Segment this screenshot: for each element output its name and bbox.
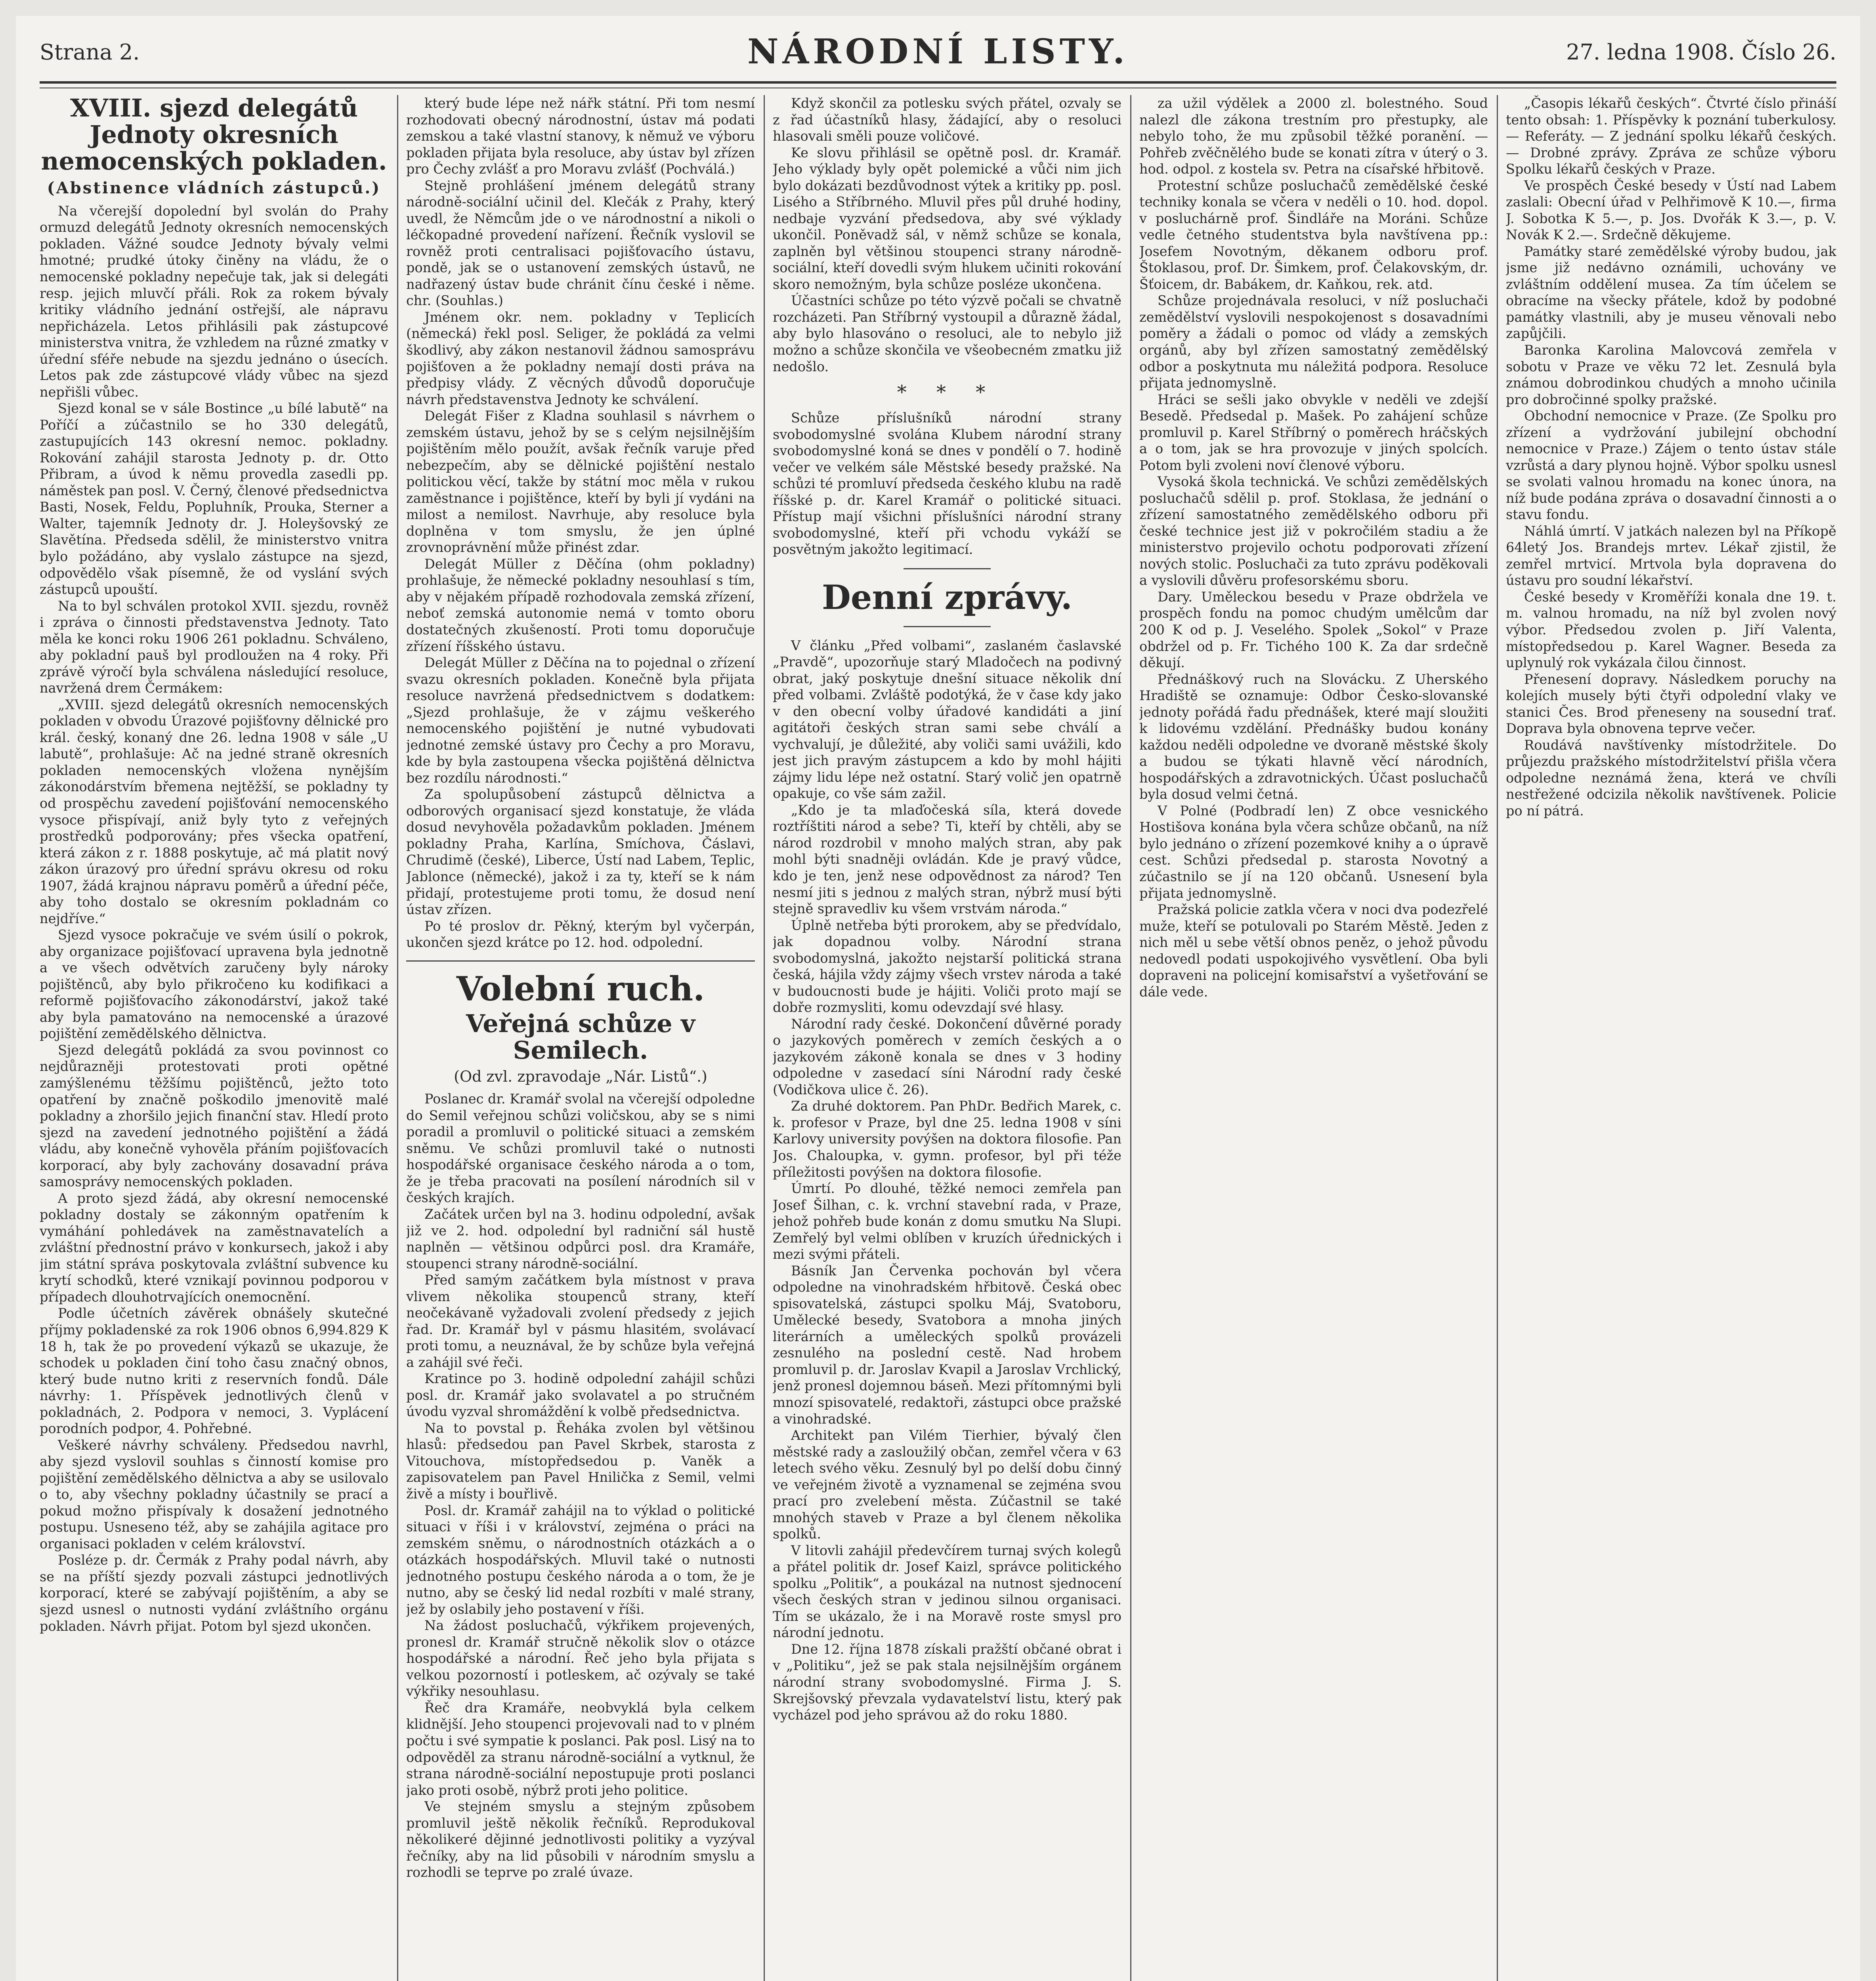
column-3 [773,95,1121,1981]
paragraph: Když skončil za potlesku svých přátel, ozvaly se z řad účastníků hlasy, žádající, aby o resoluci hlasovali směli pouze voličové. [773,95,1121,144]
paragraph: Před samým začátkem byla místnost v prava vlivem několika stoupenců strany, kteří neočekávaně vyžadovali zvolení předsedy z jejich řad. Dr. Kramář byl v pásmu hlasitém, svolávací proti tomu, a neuznával, že by schůze byla veřejná a zahájil své řeči. [406,1272,755,1370]
paragraph: Sjezd vysoce pokračuje ve svém úsilí o pokrok, aby organizace pojišťovací upravena byla jednotně a ve všech odvětvích zaručeny byly nároky pojištěnců, aby bylo přikročeno ku kodifikaci a reformě pojišťovacího zákonodárství, jakož také aby byla pamatováno na nemocenské a úrazové pojištění zemědělského dělnictva. [40,927,388,1042]
column-divider [1497,95,1498,1981]
paragraph: Přenesení dopravy. Následkem poruchy na kolejích musely býti čtyři odpolední vlaky ve stanici Čes. Brod přeneseny na sousední trať. Doprava byla obnovena teprve večer. [1506,671,1836,737]
byline: (Od zvl. zpravodaje „Nár. Listů“.) [454,1068,707,1086]
masthead-rule [40,81,1836,88]
newspaper-title: NÁRODNÍ LISTY. [747,32,1129,72]
paragraph: A proto sjezd žádá, aby okresní nemocenské pokladny dostaly se zákonným opatřením k vymáhání pohledávek na zaměstnavatelích a zvláštní přednostní právo v konkursech, jakož i aby jim státní správa poskytovala zvláštní subvence ku krytí schodků, které vznikají povinnou podporou v případech dlouhotrvajících onemocnění. [40,1190,388,1305]
paragraph: Po té proslov dr. Pěkný, kterým byl vyčerpán, ukončen sjezd krátce po 12. hod. odpolední. [406,918,755,950]
paragraph: Protestní schůze posluchačů zemědělské české techniky konala se včera v neděli o 10. hod. dopol. v posluchárně prof. Šindláře na Moráni. Schůze vedle četného studentstva byla navštívena pp.: Josefem Novotným, děkanem odboru prof. Štoklasou, prof. Dr. Šimkem, prof. Čelakovským, dr. Šťoicem, dr. Babákem, dr. Kaňkou, rek. atd. [1139,177,1488,292]
section-rule [406,960,755,962]
masthead [40,32,1836,79]
paragraph: Básník Jan Červenka pochován byl včera odpoledne na vinohradském hřbitově. Česká obec spisovatelská, zástupci spolku Máj, Svatoboru, Umělecké besedy, Svatobora a mnoha jiných literárních a uměleckých spolků provázeli zesnulého na poslední cestě. Nad hrobem promluvil p. dr. Jaroslav Kvapil a Jaroslav Vrchlický, jenž pronesl dojemnou báseň. Mezi přítomnými byli mnozí spisovatelé, redaktoři, zástupci obce pražské a vinohradské. [773,1263,1121,1427]
section-headline: Volební ruch. [456,969,705,1008]
article-headline: XVIII. sjezd delegátů Jednoty okresních nemocenských pokladen. [41,95,387,176]
paragraph: Památky staré zemědělské výroby budou, jak jsme již nedávno oznámili, uchovány ve zvláštním oddělení musea. Za tím účelem se obracíme na všecky přátele, kdož by podobné památky vlastnili, aby je museu věnovali nebo zapůjčili. [1506,243,1836,342]
paragraph: Podle účetních závěrek obnášely skutečné příjmy pokladenské za rok 1906 obnos 6,994.829 K 18 h, tak že po provedení výkazů se ukazuje, že schodek u pokladen činí toho času značný obnos, který bude nutno kriti z reservních fondů. Dále návrhy: 1. Příspěvek jednotlivých členů v pokladnách, 2. Podpora v nemoci, 3. Vyplácení porodních podpor, 4. Pohřebné. [40,1305,388,1437]
separator-stars: * * * [897,381,997,404]
paragraph: který bude lépe než nářk státní. Při tom nesmí rozhodovati obecný národnostní, ústav má podati zemskou a také vlastní stanovy, k němuž ve výboru pokladen přijata byla resoluce, aby ústav byl zřízen pro Čechy zvlášť a pro Moravu zvlášť (Pochválá.) [406,95,755,177]
newspaper-page [16,16,1860,1981]
paragraph: Na to povstal p. Řeháka zvolen byl většinou hlasů: předsedou pan Pavel Skrbek, starosta z Vitouchova, místopředsedou p. Vaněk a zapisovatelem pan Pavel Hnilička z Semil, velmi živě a místy i bouřlivě. [406,1420,755,1502]
column-divider [764,95,765,1981]
paragraph: České besedy v Kroměříži konala dne 19. t. m. valnou hromadu, na níž byl zvolen nový výbor. Předsedou zvolen p. Jiří Valenta, místopředsedou p. Karel Wagner. Beseda za uplynulý rok vykázala čilou činnost. [1506,589,1836,671]
paragraph: V článku „Před volbami“, zaslaném časlavské „Pravdě“, upozorňuje starý Mladočech na podivný obrat, jaký poskytuje dnešní situace několik dní před volbami. Zvláště podotýká, že v čase kdy jako v den obecní volby úřadové kandidáti a jiní agitátoři českých stran sami sebe chválí a vychvalují, je důležité, aby voliči sami uvážili, kdo jest jich pravým zástupcem a kdo by mohl hájiti zájmy lidu lépe než ostatní. Starý volič jen opatrně opakuje, co vše sám zažil. [773,637,1121,802]
paragraph: Dary. Uměleckou besedu v Praze obdržela ve prospěch fondu na pomoc chudým umělcům dar 200 K od p. J. Veselého. Spolek „Sokol“ v Praze obdržel od p. Fr. Tichého 100 K. Za dar srdečně děkují. [1139,589,1488,671]
paragraph: Vysoká škola technická. Ve schůzi zemědělských posluchačů sdělil p. prof. Stoklasa, že jednání o zřízení samostatného zemědělského odboru při české technice jest již v pokročilém stadiu a že ministerstvo projevilo ochotu podporovati zřízení nových stolic. Posluchači za tuto zprávu poděkovali a vyslovili důvěru profesorskému sboru. [1139,474,1488,588]
paragraph: Delegát Müller z Děčína na to pojednal o zřízení svazu okresních pokladen. Konečně byla přijata resoluce navržená předsednictvem s dodatkem: „Sjezd prohlašuje, že v zájmu veškerého nemocenského pojištění je nutné vybudovati jednotné zemské ústavy pro Čechy a pro Moravu, kde by byla zastoupena všecka pojištěná dělnictva bez rozdílu národnosti.“ [406,655,755,786]
paragraph: V Polné (Podbradí len) Z obce vesnického Hostišova konána byla včera schůze občanů, na níž bylo jednáno o zřízení pozemkové knihy a o úpravě cest. Schůzi předsedal p. starosta Novotný a zúčastnilo se jí na 120 občanů. Usnesení byla přijata jednomyslně. [1139,803,1488,901]
column-2 [406,95,755,1981]
paragraph: „XVIII. sjezd delegátů okresních nemocenských pokladen v obvodu Úrazové pojišťovny dělnické pro král. český, konaný dne 26. ledna 1908 v sále „U labutě“, prohlašuje: Ač na jedné straně okresních pokladen nemocenských vložena nynějším zákonodárstvím břemena nejtěžší, se pokladny ty od prospěchu zavedení pojišťování nemocenského vysoce přispívají, aniž byly tyto z veřejných prostředků podporovány; přes všecka opatření, která zákon z r. 1888 poskytuje, ač má platit nový zákon úrazový pro úřední správu okresu od roku 1907, žádá krajnou nápravu poměrů a úřední péče, aby toho dostalo se okresním pokladnám co nejdříve.“ [40,697,388,926]
paragraph: Začátek určen byl na 3. hodinu odpolední, avšak již ve 2. hod. odpolední byl radniční sál hustě naplněn — většinou odpůrci posl. dra Kramáře, stoupenci strany národně-sociální. [406,1206,755,1271]
paragraph: Delegát Müller z Děčína (ohm pokladny) prohlašuje, že německé pokladny nesouhlasí s tím, aby v nějakém případě rozhodovala zemská zřízení, neboť zemská autonomie nemá v tomto oboru dostatečných zkušeností. Proti tomu doporučuje zřízení říšského ústavu. [406,556,755,654]
section-rule [904,626,991,627]
paragraph: Na žádost posluchačů, výkřikem projevených, pronesl dr. Kramář stručně několik slov o otázce hospodářské a národní. Řeč jeho byla přijata s velkou pozorností i potleskem, ač ozývaly se také výkřiky nesouhlasu. [406,1618,755,1699]
column-4 [1139,95,1488,1981]
issue-date: 27. ledna 1908. Číslo 26. [1566,40,1836,65]
paragraph: Obchodní nemocnice v Praze. (Ze Spolku pro zřízení a vydržování jubilejní obchodní nemocnice v Praze.) Zájem o tento ústav stále vzrůstá a dary plynou hojně. Výbor spolku usnesl se svolati valnou hromadu na konec února, na níž bude podána zpráva o dosavadní činnosti a o stavu fondu. [1506,408,1836,523]
section-headline: Denní zprávy. [822,577,1072,617]
section-rule [904,568,991,569]
paragraph: Náhlá úmrtí. V jatkách nalezen byl na Příkopě 64letý Jos. Brandejs mrtev. Lékař zjistil, že zemřel mrtvicí. Mrtvola byla dopravena do ústavu pro soudní lékařství. [1506,523,1836,588]
paragraph: „Časopis lékařů českých“. Čtvrté číslo přináší tento obsah: 1. Příspěvky k poznání tuberkulosy. — Referáty. — Z jednání spolku lékařů českých. — Drobné zprávy. Zpráva ze schůze výboru Spolku lékařů českých v Praze. [1506,95,1836,177]
column-5 [1506,95,1836,1981]
column-divider [1130,95,1131,1981]
paragraph: Přednáškový ruch na Slovácku. Z Uherského Hradiště se oznamuje: Odbor Česko-slovanské jednoty pořádá řadu přednášek, které mají sloužiti k lidovému vzdělání. Přednášky budou konány každou neděli odpoledne ve dvoraně městské školy a budou se týkati hlavně věcí národních, hospodářských a zdravotnických. Účast posluchačů byla dosud velmi četná. [1139,671,1488,802]
paragraph: Veškeré návrhy schváleny. Předsedou navrhl, aby sjezd vyslovil souhlas s činností komise pro pojištění zemědělského dělnictva a aby se usilovalo o to, aby všechny pokladny účastnily se prací a pokud možno přispívaly k dosažení jednotného postupu. Usneseno též, aby se zahájila agitace pro organisaci pokladen v celém království. [40,1437,388,1552]
paragraph: Sjezd konal se v sále Bostince „u bílé labutě“ na Poříčí a zúčastnilo se ho 330 delegátů, zastupujících 143 okresní nemoc. pokladny. Rokování zahájil starosta Jednoty p. dr. Otto Přibram, a úvod k němu provedla zasedli pp. náměstek pan posl. V. Černý, členové předsednictva Basti, Nosek, Feldu, Popluhník, Prouka, Sterner a Walter, tajemník Jednoty dr. J. Holeyšovský ze Slavětína. Předseda sdělil, že ministerstvo vnitra bylo požádáno, aby vyslalo zástupce na sjezd, odpovědělo však písemně, že od vyslání svých zástupců upouští. [40,401,388,597]
paragraph: Účastníci schůze po této výzvě počali se chvatně rozcházeti. Pan Stříbrný vystoupil a důrazně žádal, aby bylo hlasováno o resoluci, ale to nebylo již možno a schůze skončila ve všeobecném zmatku již nedošlo. [773,293,1121,374]
paragraph: „Kdo je ta mlaďočeská síla, která dovede roztříštiti národ a sebe? Ti, kteří by chtěli, aby se národ rozdrobil v mnoho malých stran, aby pak mohl býti snadněji ovládán. Kde je pravý vůdce, kdo je ten, jenž nese odpovědnost za národ? Ten nesmí jiti s jednou z malých stran, nýbrž musí býti stejně spravedliv ku všem vrstvám národa.“ [773,802,1121,917]
paragraph: Kratince po 3. hodině odpolední zahájil schůzi posl. dr. Kramář jako svolavatel a po stručném úvodu vyzval shromáždění k volbě předsednictva. [406,1371,755,1420]
paragraph: Sjezd delegátů pokládá za svou povinnost co nejdůrazněji protestovati proti opětné zamýšlenému těžšímu pojištěnců, ježto toto opatření by značně poškodilo jmenovitě malé pokladny a zhoršilo jejich finanční stav. Hledí proto sjezd na zavedení jednotného pojištění a žádá vládu, aby konečně vyhověla přáním pojišťovacích korporací, aby byly zachovány dosavadní práva samosprávy nemocenských pokladen. [40,1042,388,1190]
paragraph: Hráci se sešli jako obvykle v neděli ve zdejší Besedě. Předsedal p. Mašek. Po zahájení schůze promluvil p. Karel Stříbrný o poměrech hráčských a o tom, jak se hra provozuje v jiných spolcích. Potom byli zvoleni noví členové výboru. [1139,391,1488,473]
paragraph: Ve prospěch České besedy v Ústí nad Labem zaslali: Obecní úřad v Pelhřimově K 10.—, firma J. Sobotka K 5.—, p. Jos. Dvořák K 3.—, p. V. Novák K 2.—. Srdečně děkujeme. [1506,177,1836,243]
paragraph: Baronka Karolina Malovcová zemřela v sobotu v Praze ve věku 72 let. Zesnulá byla známou dobrodinkou chudých a mnoho učinila pro dobročinné spolky pražské. [1506,342,1836,407]
paragraph: Schůze příslušníků národní strany svobodomyslné svolána Klubem národní strany svobodomyslné koná se dnes v pondělí o 7. hodině večer ve velkém sále Městské besedy pražské. Na schůzi té promluví předseda českého klubu na radě říšské p. dr. Karel Kramář o politické situaci. Přístup mají všichni příslušníci národní strany svobodomyslné, kteří při vchodu vykáží se posvětným jakožto legitimací. [773,410,1121,557]
column-divider [397,95,398,1981]
paragraph: Úmrtí. Po dlouhé, těžké nemoci zemřela pan Josef Šilhan, c. k. vrchní stavební rada, v Praze, jehož pohřeb bude konán z domu smutku Na Slupi. Zemřelý byl velmi oblíben v kruzích úřednických i mezi svými přáteli. [773,1181,1121,1262]
paragraph: Na včerejší dopolední byl svolán do Prahy ormuzd delegátů Jednoty okresních nemocenských pokladen. Vážné soudce Jednoty bývaly velmi hmotné; prudké útoky činěny na vládu, že o nemocenské pokladny nepečuje tak, jak si delegáti resp. jejich mluvčí přáli. Rok za rokem bývaly kritiky vládního jednání ostřejší, ale nápravu nepřicházela. Letos přihlásili pak zástupcové ministerstva vnitra, že vzhledem na různé zmatky v úřední sféře nebude na sjezdu jednáno o úsecích. Letos pak zde zástupcové vlády vůbec na sjezd nepřišli vůbec. [40,203,388,400]
paragraph: Stejně prohlášení jménem delegátů strany národně-sociální učinil del. Klečák z Prahy, který uvedl, že Němcům jde o ve národnostní a nikoli o léčkopadné provedení nařízení. Řečník vyslovil se rovněž proti centralisaci pojišťovacího ústavu, pondě, jak se o ustanovení zemských ústavů, ne nadřazený ústav bude chránit čínu české i něme. chr. (Souhlas.) [406,177,755,309]
article-headline: Veřejná schůze v Semilech. [466,1009,695,1065]
article-subheadline: (Abstinence vládních zástupců.) [47,178,381,197]
paragraph: Schůze projednávala resoluci, v níž posluchači zemědělství vyslovili nespokojenost s dosavadními poměry a žádali o pomoc od vlády a zemských orgánů, aby byl zřízen samostatný zemědělský odbor a poskytnuta mu náležitá podpora. Resoluce přijata jednomyslně. [1139,293,1488,391]
paragraph: Posl. dr. Kramář zahájil na to výklad o politické situaci v říši i v království, zejména o práci na zemském sněmu, o národnostních otázkách a o otázkách hospodářských. Mluvil také o nutnosti jednotného postupu českého národa a o tom, že je nutno, aby se český lid nedal rozbíti v malé strany, jež by oslabily jeho postavení v říši. [406,1502,755,1617]
paragraph: Dne 12. října 1878 získali pražští občané obrat i v „Politiku“, jež se pak stala nejsilnějším orgánem národní strany svobodomyslné. Firma J. S. Skrejšovský převzala vydavatelství listu, který pak vycházel pod jeho správou až do roku 1880. [773,1641,1121,1723]
column-1 [40,95,388,1981]
paragraph: Za druhé doktorem. Pan PhDr. Bedřich Marek, c. k. profesor v Praze, byl dne 25. ledna 1908 v síni Karlovy university povýšen na doktora filosofie. Pan Jos. Chaloupka, v. gymn. profesor, byl při téže příležitosti povýšen na doktora filosofie. [773,1098,1121,1180]
paragraph: Na to byl schválen protokol XVII. sjezdu, rovněž i zpráva o činnosti představenstva Jednoty. Tato měla ke konci roku 1906 261 pokladnu. Schváleno, aby pokladní pauš byl prodloužen na 4 roky. Při zprávě výročí byla schválena následující resoluce, navržená drem Čermákem: [40,598,388,696]
paragraph: Roudává navštívenky místodržitele. Do průjezdu pražského místodržitelství přišla včera odpoledne neznámá žena, která ve chvíli nestřežené odcizila několik navštívenek. Policie po ní pátrá. [1506,737,1836,819]
paragraph: Poslanec dr. Kramář svolal na včerejší odpoledne do Semil veřejnou schůzi voličskou, aby se s nimi poradil a promluvil o politické situaci a zemském sněmu. Ve schůzi promluvil také o nutnosti hospodářské organisace českého národa a o tom, že je třeba pracovati na posílení národních sil v českých krajích. [406,1091,755,1206]
paragraph: V litovli zahájil předevčírem turnaj svých kolegů a přátel politik dr. Josef Kaizl, správce politického spolku „Politik“, a poukázal na nutnost sjednocení všech českých stran v jedinou silnou organisaci. Tím se ukázalo, že i na Moravě roste smysl pro národní jednotu. [773,1542,1121,1641]
paragraph: Řeč dra Kramáře, neobvyklá byla celkem klidnější. Jeho stoupenci projevovali nad to v plném počtu i své sympatie k poslanci. Pak posl. Lisý na to odpověděl za stranu národně-sociální a vytknul, že strana národně-sociální nepostupuje proti poslanci jako proti osobě, nýbrž proti jeho politice. [406,1700,755,1798]
paragraph: Jménem okr. nem. pokladny v Teplicích (německá) řekl posl. Seliger, že pokládá za velmi škodlivý, aby zákon nestanovil žádnou samosprávu pojišťoven a že pokladny nemají dosti práva na předpisy vlády. Z věcných důvodů doporučuje návrh představenstva Jednoty ke schválení. [406,309,755,407]
paragraph: Posléze p. dr. Čermák z Prahy podal návrh, aby se na příští sjezdy pozvali zástupci jednotlivých korporací, které se zabývají pojištěním, a aby se sjezd usnesl o nutnosti vydání zvláštního orgánu pokladen. Návrh přijat. Potom byl sjezd ukončen. [40,1552,388,1634]
page-number: Strana 2. [40,40,140,65]
paragraph: Ke slovu přihlásil se opětně posl. dr. Kramář. Jeho výklady byly opět polemické a vůči nim jich bylo dokázati bezdůvodnost výtek a kritiky pp. posl. Lisého a Stříbrného. Mluvil přes půl druhé hodiny, nedbaje vyzvání předsedova, aby své výklady ukončil. Poněvadž sál, v němž schůze se konala, zaplněn byl většinou stoupenci strany národně-sociální, kteří dovedli svým hlukem učiniti rokování skoro nemožným, byla schůze posléze ukončena. [773,145,1121,292]
paragraph: za užil výdělek a 2000 zl. bolestného. Soud nalezl dle zákona trestním pro přestupky, ale nebylo toho, že mu způsobil těžké poranění. — Pohřeb zvěčnělého bude se konati zítra v úterý o 3. hod. odpol. z kostela sv. Petra na císařské hřbitově. [1139,95,1488,177]
paragraph: Úplně netřeba býti prorokem, aby se předvídalo, jak dopadnou volby. Národní strana svobodomyslná, jakožto nejstarší politická strana česká, hájila vždy zájmy všech vrstev národa a také v budoucnosti bude je hájiti. Voliči proto mají se dobře rozmysliti, komu odevzdají své hlasy. [773,917,1121,1015]
paragraph: Architekt pan Vilém Tierhier, bývalý člen městské rady a zasloužilý občan, zemřel včera v 63 letech svého věku. Zesnulý byl po delší dobu činný ve veřejném životě a vyznamenal se zejména svou prací pro zvelebení města. Zúčastnil se také mnohých staveb v Praze a byl členem několika spolků. [773,1428,1121,1542]
paragraph: Za spolupůsobení zástupců dělnictva a odborových organisací sjezd konstatuje, že vláda dosud nevyhověla požadavkům pokladen. Jménem pokladny Praha, Karlína, Smíchova, Čáslavi, Chrudimě (české), Liberce, Ústí nad Labem, Teplic, Jablonce (německé), jakož i za ty, kteří se k nám přidají, protestujeme proti tomu, že dosud není ústav zřízen. [406,786,755,918]
paragraph: Ve stejném smyslu a stejným způsobem promluvil ještě několik řečníků. Reprodukoval několikeré dějinné jednotlivosti politiky a vyzýval řečníky, aby na lid působili v národním smyslu a rozhodli se teprve po zralé úvaze. [406,1799,755,1880]
paragraph: Pražská policie zatkla včera v noci dva podezřelé muže, kteří se potulovali po Starém Městě. Jeden z nich měl u sebe větší obnos peněz, o jehož původu nedovedl podati uspokojivého vysvětlení. Oba byli dopraveni na policejní komisařství a vyšetřování se dále vede. [1139,902,1488,1000]
paragraph: Delegát Fišer z Kladna souhlasil s návrhem o zemském ústavu, jehož by se s celým nejsilnějším pojištěním mělo použít, avšak řečník varuje před nebezpečím, aby se dělnické pojištění nestalo politickou věcí, takže by státní moc měla v rukou zaměstnance i pojištěnce, kteří by byli jí vydáni na milost a nemilost. Navrhuje, aby resoluce byla doplněna v tom smyslu, že jen úplné zrovnoprávnění může přinést zdar. [406,408,755,555]
paragraph: Národní rady české. Dokončení důvěrné porady o jazykových poměrech v zemích českých a o jazykovém zákoně konala se dnes v 3 hodiny odpoledne v zasedací síni Národní rady české (Vodičkova ulice č. 26). [773,1016,1121,1097]
